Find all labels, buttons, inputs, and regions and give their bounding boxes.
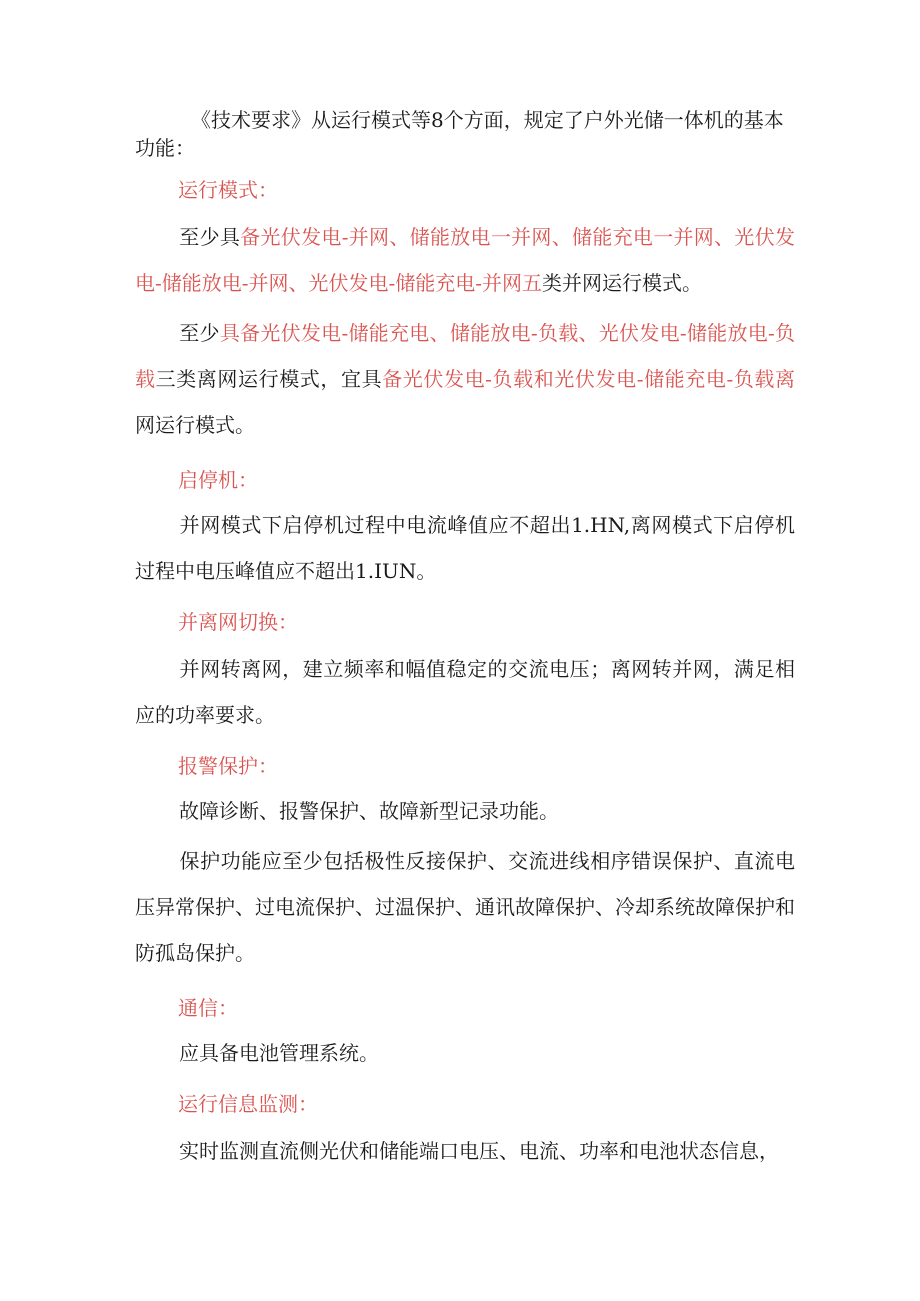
offgrid-modes-suffix: 网运行模式。 [135,413,255,437]
heading-switching: 并离网切换： [178,610,298,634]
heading-alarm: 报警保护： [178,754,278,778]
heading-operation-mode: 运行模式： [178,178,278,202]
heading-communication: 通信： [178,996,238,1020]
grid-modes-suffix: 类并网运行模式。 [542,271,703,295]
intro-text: 《技术要求》从运行模式等8个方面，规定了户外光储一体机的基本功能： [135,108,784,160]
paragraph-alarm-2 [135,838,795,976]
offgrid-modes-middle: 三类离网运行模式，宜具 [155,367,383,391]
start-stop-text: 并网模式下启停机过程中电流峰值应不超出1.HN,离网模式下启停机过程中电压峰值应不超出1.IUN。 [135,513,795,583]
alarm-text-1: 故障诊断、报警保护、故障新型记录功能。 [179,799,559,823]
switching-text: 并网转离网，建立频率和幅值稳定的交流电压；离网转并网，满足相应的功率要求。 [135,657,795,727]
offgrid-modes-list: 具备光伏发电-储能充电、储能放电-负载、光伏发电-储能放电-负载 [135,321,796,391]
heading-monitoring: 运行信息监测： [178,1092,318,1116]
heading-start-stop: 启停机： [178,468,258,492]
paragraph-start-stop [135,502,795,594]
intro-paragraph [135,106,795,162]
paragraph-offgrid-modes [135,310,795,448]
paragraph-grid-modes [135,214,795,306]
paragraph-switching [135,646,795,738]
paragraph-communication [135,1030,795,1076]
paragraph-alarm-1 [135,788,795,834]
monitoring-text: 实时监测直流侧光伏和储能端口电压、电流、功率和电池状态信息， [179,1139,779,1163]
communication-text: 应具备电池管理系统。 [179,1041,379,1065]
alarm-text-2: 保护功能应至少包括极性反接保护、交流进线相序错误保护、直流电压异常保护、过电流保护、过温保护、通讯故障保护、冷却系统故障保护和防孤岛保护。 [135,849,795,965]
grid-modes-prefix: 至少具 [179,225,241,249]
paragraph-monitoring [135,1128,795,1174]
grid-modes-list: 备光伏发电-并网、储能放电一并网、储能充电一并网、光伏发电-储能放电-并网、光伏发电-储能充电-并网五 [135,225,796,295]
offgrid-modes-optional: 备光伏发电-负载和光伏发电-储能充电-负载离 [382,367,796,391]
offgrid-modes-prefix: 至少 [179,321,220,345]
